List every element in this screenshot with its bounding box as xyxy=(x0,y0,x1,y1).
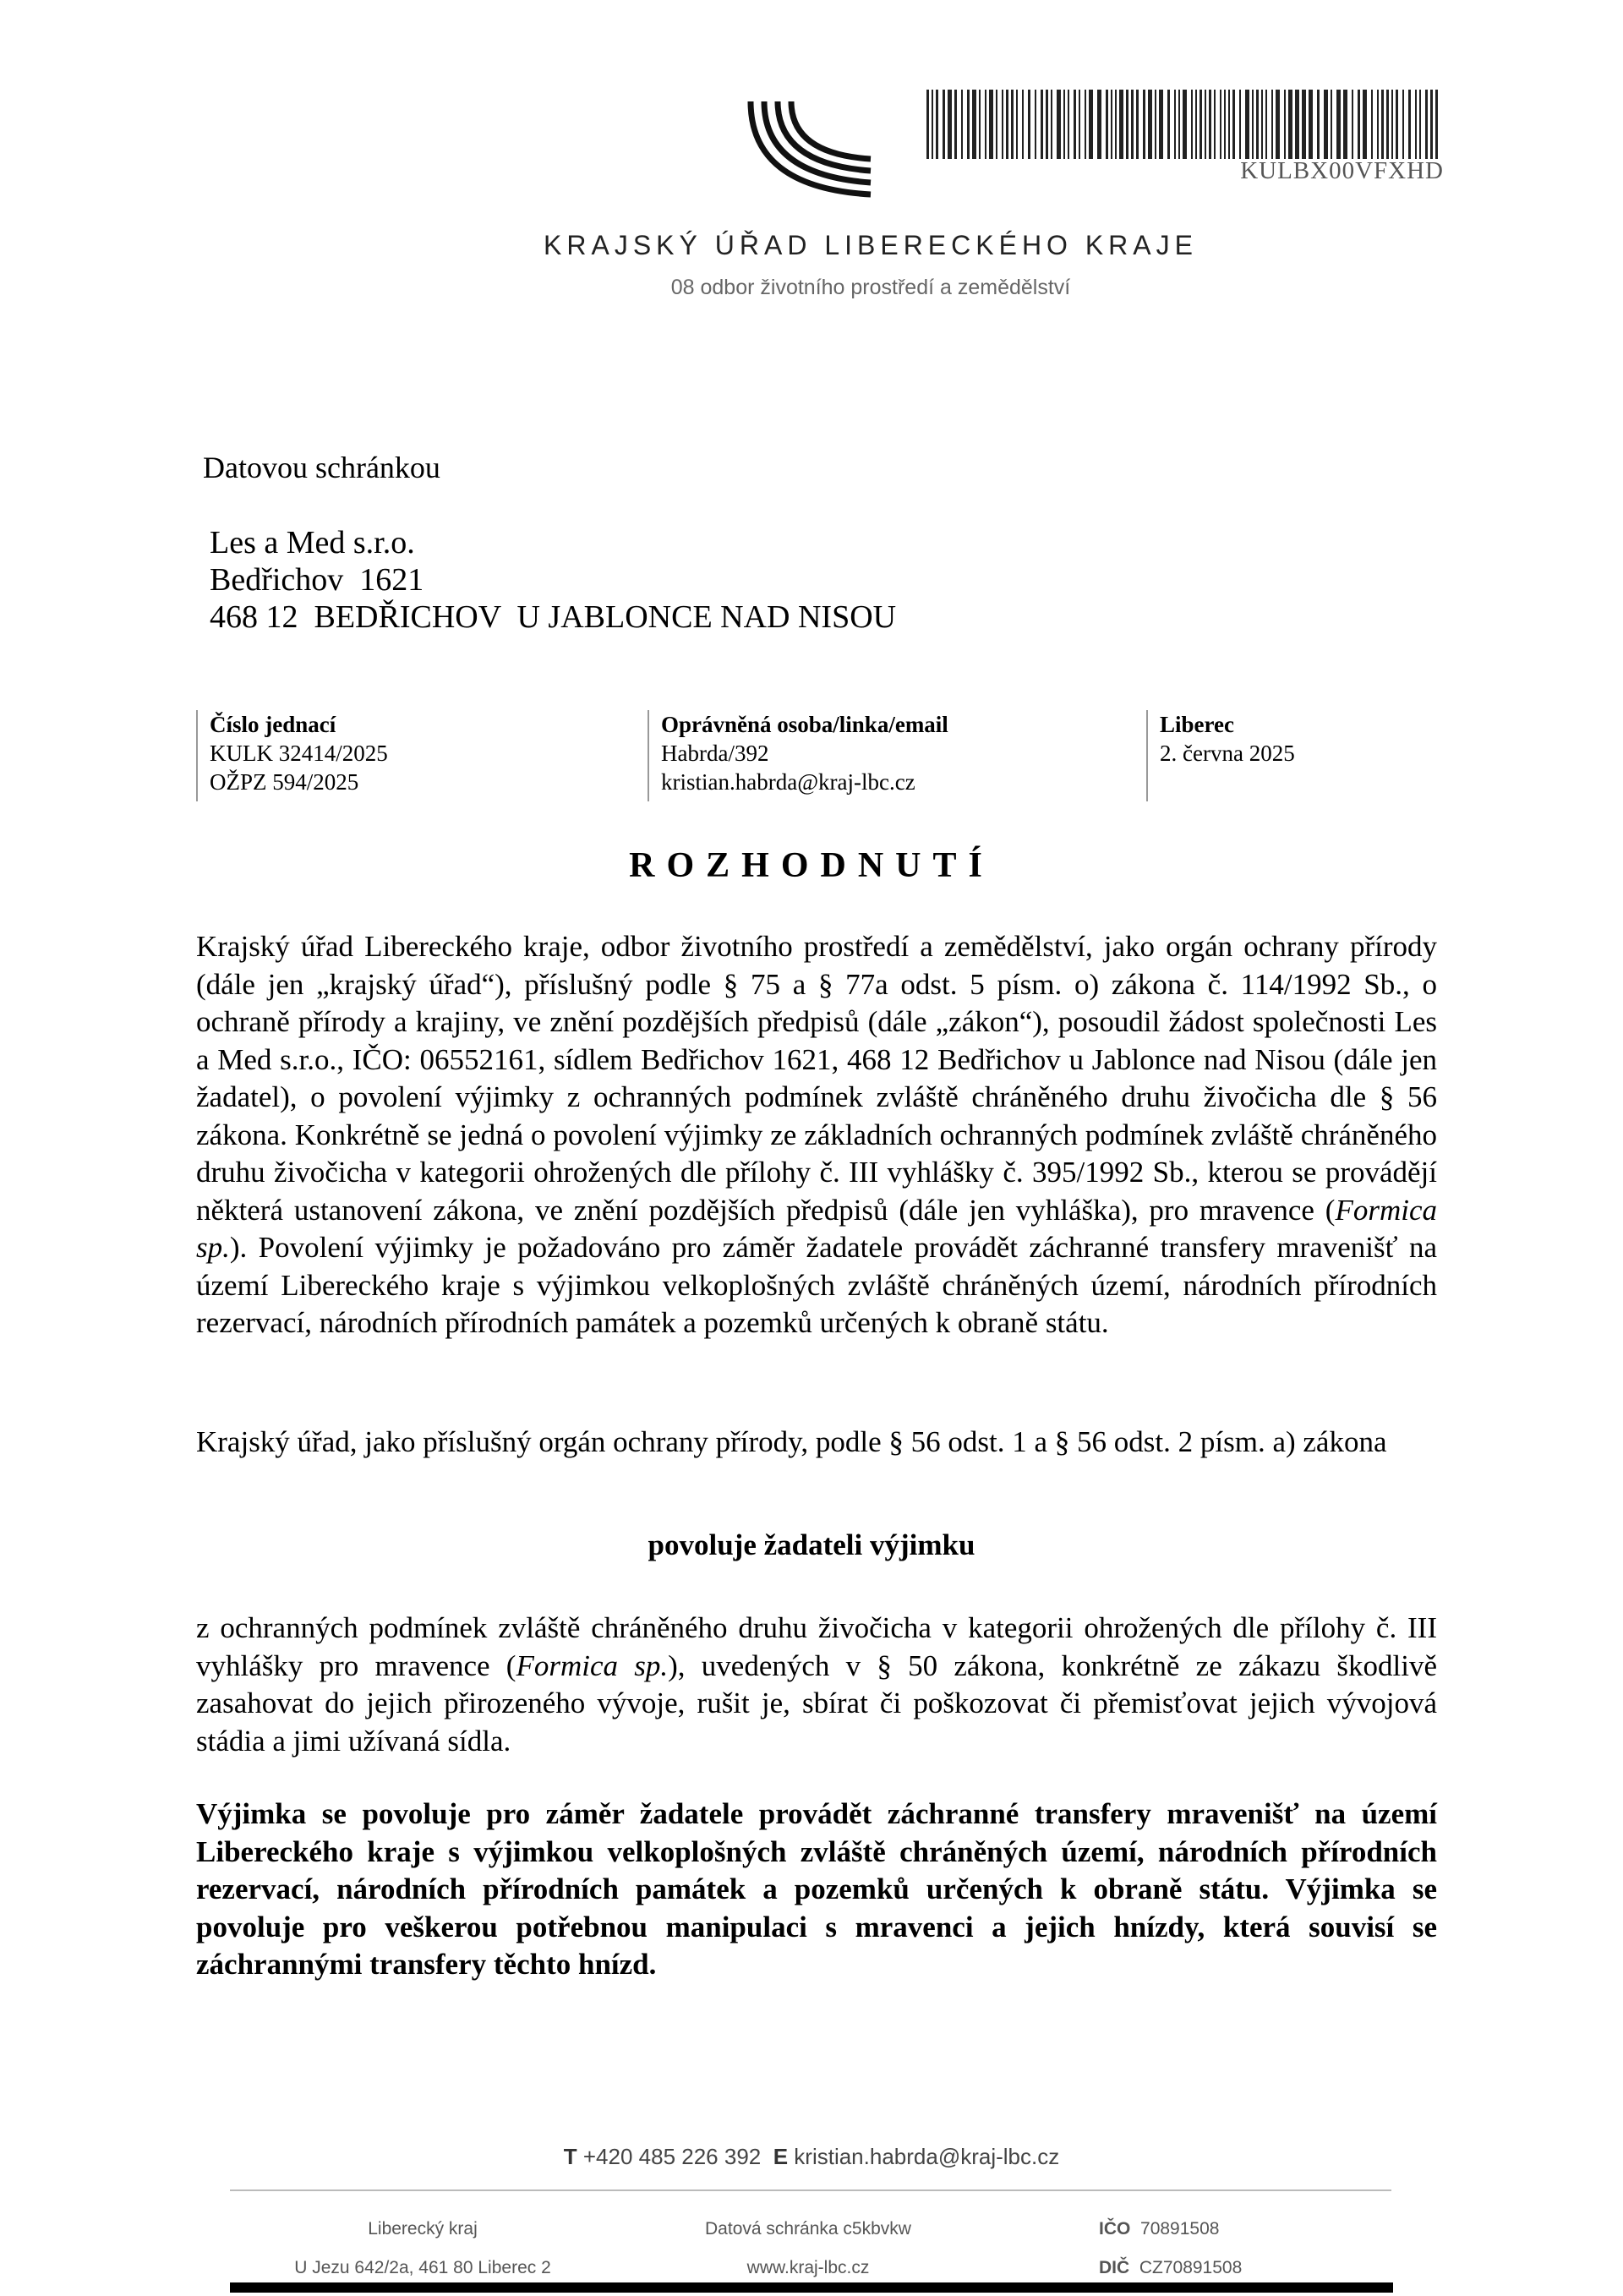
barcode-bar xyxy=(1302,90,1306,159)
reference-label: Číslo jednací xyxy=(210,712,336,737)
barcode-bar xyxy=(1205,90,1206,159)
barcode-bar xyxy=(1063,90,1065,159)
phone-label: T xyxy=(563,2144,577,2169)
barcode-bar xyxy=(1352,90,1353,159)
footer-region: Liberecký kraj xyxy=(368,2219,478,2239)
dic-label: DIČ xyxy=(1099,2258,1130,2277)
barcode-bar xyxy=(1377,90,1379,159)
barcode-bar xyxy=(1148,90,1152,159)
barcode-bar xyxy=(943,90,945,159)
place-label: Liberec xyxy=(1160,712,1234,737)
contact-email: kristian.habrda@kraj-lbc.cz xyxy=(661,769,915,795)
footer-dic: CZ70891508 xyxy=(1139,2258,1243,2277)
barcode-bar xyxy=(1228,90,1230,159)
paragraph-authority: Krajský úřad, jako příslušný orgán ochrany přírody, podle § 56 odst. 1 a § 56 odst. 2 písm. a) zákona xyxy=(196,1425,1387,1458)
recipient-name: Les a Med s.r.o. xyxy=(210,525,415,560)
footer-ids xyxy=(1099,2210,1352,2288)
barcode-bar xyxy=(1041,90,1043,159)
barcode-bar xyxy=(1106,90,1108,159)
barcode-bar xyxy=(1057,90,1061,159)
barcode-bar xyxy=(1191,90,1193,159)
barcode-bar xyxy=(1419,90,1421,159)
barcode-bar xyxy=(954,90,957,159)
contact-column xyxy=(648,710,1101,801)
barcode-bar xyxy=(936,90,938,159)
contact-label: Oprávněná osoba/linka/email xyxy=(661,712,948,737)
barcode-bar xyxy=(985,90,986,159)
footer-divider xyxy=(230,2189,1391,2191)
barcode-icon xyxy=(926,90,1444,159)
barcode-bar xyxy=(1224,90,1226,159)
barcode-bar xyxy=(1343,90,1347,159)
barcode-bar xyxy=(1016,90,1018,159)
kraj-logo-icon xyxy=(744,95,888,209)
footer-contact xyxy=(0,2144,1623,2170)
barcode-bar xyxy=(1119,90,1123,159)
barcode-bar xyxy=(1358,90,1360,159)
barcode-bar xyxy=(1396,90,1398,159)
reference-number: KULK 32414/2025 xyxy=(210,741,388,766)
recipient-city: 468 12 BEDŘICHOV U JABLONCE NAD NISOU xyxy=(210,599,897,635)
barcode-bar xyxy=(1159,90,1163,159)
footer-address xyxy=(270,2210,575,2288)
barcode-bar xyxy=(1097,90,1101,159)
footer-bar xyxy=(230,2282,1393,2293)
document-date: 2. června 2025 xyxy=(1160,741,1295,766)
barcode-bar xyxy=(1220,90,1221,159)
contact-person: Habrda/392 xyxy=(661,741,769,766)
barcode-bar xyxy=(1068,90,1069,159)
barcode-bar xyxy=(1143,90,1145,159)
footer-web xyxy=(673,2210,943,2288)
barcode-bar xyxy=(1183,90,1187,159)
barcode-number: KULBX00VFXHD xyxy=(1240,157,1444,184)
barcode-bar xyxy=(979,90,981,159)
species-name-2: Formica sp. xyxy=(516,1648,669,1682)
barcode-bar xyxy=(1381,90,1384,159)
paragraph-conditions-text-2: ), uvedených v § 50 zákona, konkrétně ze zákazu škodlivě zasahovat do jejich přirozeného vývoje, rušit je, sbírat či poškozovat či přemisťovat jejich vývojová stádia a jimi užívaná sídla. xyxy=(196,1648,1437,1758)
barcode-bar xyxy=(1435,90,1438,159)
barcode-bar xyxy=(1111,90,1112,159)
barcode-bar xyxy=(1363,90,1367,159)
barcode-bar xyxy=(1386,90,1389,159)
delivery-method: Datovou schránkou xyxy=(203,451,440,484)
barcode-bar xyxy=(1317,90,1320,159)
barcode-bar xyxy=(1245,90,1249,159)
barcode-bar xyxy=(1115,90,1117,159)
footer-databox: Datová schránka c5kbvkw xyxy=(705,2219,911,2239)
barcode-bar xyxy=(1051,90,1052,159)
barcode-bar xyxy=(932,90,933,159)
barcode-bar xyxy=(972,90,976,159)
document-title: ROZHODNUTÍ xyxy=(629,846,994,885)
barcode-bar xyxy=(1425,90,1428,159)
barcode-bar xyxy=(1199,90,1202,159)
paragraph-intro-text: Krajský úřad Libereckého kraje, odbor životního prostředí a zemědělství, jako orgán ochrany přírody (dále jen „krajský úřad“), příslušný podle § 75 a § 77a odst. 5 písm. o) zákona č. 114/1992 Sb., o ochraně přírody a krajiny, ve znění pozdějších předpisů (dále „zákon“), posoudil žádost společnosti Les a Med s.r.o., IČO: 06552161, sídlem Bedřichov 1621, 468 12 Bedřichov u Jablonce nad Nisou (dále jen žadatel), o povolení výjimky z ochranných podmínek zvláště chráněného druhu živočicha dle § 56 zákona. Konkrétně se jedná o povolení výjimky ze základních ochranných podmínek zvláště chráněného druhu živočicha v kategorii ohrožených dle přílohy č. III vyhlášky č. 395/1992 Sb., kterou se provádějí některá ustanovení zákona, ve znění pozdějších předpisů (dále jen vyhláška), pro mravence ( xyxy=(196,930,1437,1227)
footer-email: kristian.habrda@kraj-lbc.cz xyxy=(794,2144,1060,2169)
barcode-bar xyxy=(1214,90,1216,159)
paragraph-conditions xyxy=(196,1610,1437,1760)
barcode-bar xyxy=(1391,90,1393,159)
barcode-bar xyxy=(926,90,929,159)
barcode-bar xyxy=(1035,90,1036,159)
paragraph-intro-text-2: ). Povolení výjimky je požadováno pro záměr žadatele provádět záchranné transfery mravenišť na území Libereckého kraje s výjimkou velkoplošných zvláště chráněných území, národních přírodních rezervací, národních přírodních památek a pozemků určených k obraně státu. xyxy=(196,1231,1437,1339)
barcode-bar xyxy=(1408,90,1411,159)
barcode-bar xyxy=(1002,90,1003,159)
barcode-bar xyxy=(1256,90,1259,159)
email-label: E xyxy=(773,2144,789,2169)
barcode-bar xyxy=(1309,90,1313,159)
barcode-bar xyxy=(1089,90,1093,159)
barcode-bar xyxy=(1155,90,1156,159)
recipient-address xyxy=(210,524,896,636)
barcode-bar xyxy=(1232,90,1235,159)
barcode-bar xyxy=(1331,90,1332,159)
reference-number-2: OŽPZ 594/2025 xyxy=(210,769,359,795)
org-department: 08 odbor životního prostředí a zemědělství xyxy=(670,276,1071,299)
verdict: povoluje žadateli výjimku xyxy=(648,1528,975,1561)
barcode-bar xyxy=(1324,90,1328,159)
barcode-bar xyxy=(1085,90,1086,159)
barcode-bar xyxy=(1174,90,1176,159)
barcode-bar xyxy=(1271,90,1273,159)
barcode-bar xyxy=(1276,90,1280,159)
species-name: Formica sp. xyxy=(196,1193,1437,1264)
barcode-bar xyxy=(1295,90,1299,159)
footer-phone: +420 485 226 392 xyxy=(582,2144,762,2169)
paragraph-permission: Výjimka se povoluje pro záměr žadatele provádět záchranné transfery mravenišť na území Libereckého kraje s výjimkou velkoplošných zvláště chráněných území, národních přírodních rezervací, národních přírodních památek a pozemků určených k obraně státu. Výjimka se povoluje pro veškerou potřebnou manipulaci s mravenci a jejich hnízdy, která souvisí se záchrannými transfery těchto hnízd. xyxy=(196,1797,1437,1981)
footer-street: U Jezu 642/2a, 461 80 Liberec 2 xyxy=(294,2258,551,2277)
barcode-bar xyxy=(1136,90,1139,159)
barcode-bar xyxy=(1371,90,1373,159)
barcode-bar xyxy=(1402,90,1404,159)
barcode-bar xyxy=(989,90,993,159)
barcode-bar xyxy=(1288,90,1292,159)
barcode-bar xyxy=(1252,90,1254,159)
barcode-bar xyxy=(1046,90,1048,159)
barcode-bar xyxy=(1284,90,1286,159)
barcode-bar xyxy=(1028,90,1030,159)
barcode-bar xyxy=(1415,90,1417,159)
barcode-bar xyxy=(1195,90,1197,159)
barcode-bar xyxy=(961,90,963,159)
barcode-bar xyxy=(1006,90,1008,159)
footer-website: www.kraj-lbc.cz xyxy=(746,2258,870,2277)
barcode-bar xyxy=(1131,90,1134,159)
ico-label: IČO xyxy=(1099,2219,1131,2239)
footer-ico: 70891508 xyxy=(1140,2219,1220,2239)
barcode-bar xyxy=(967,90,970,159)
paragraph-intro xyxy=(196,928,1437,1342)
barcode-bar xyxy=(1126,90,1128,159)
recipient-street: Bedřichov 1621 xyxy=(210,562,424,598)
barcode-bar xyxy=(1430,90,1433,159)
barcode-bar xyxy=(996,90,997,159)
org-name: KRAJSKÝ ÚŘAD LIBERECKÉHO KRAJE xyxy=(544,230,1198,260)
reference-column xyxy=(196,710,573,801)
barcode-bar xyxy=(1261,90,1263,159)
paragraph-conditions-text: z ochranných podmínek zvláště chráněného druhu živočicha v kategorii ohrožených dle přílohy č. III vyhlášky pro mravence ( xyxy=(196,1611,1437,1682)
barcode-bar xyxy=(1239,90,1241,159)
barcode-bar xyxy=(948,90,952,159)
barcode-bar xyxy=(1265,90,1267,159)
barcode-bar xyxy=(1178,90,1180,159)
barcode-bar xyxy=(1167,90,1170,159)
barcode-bar xyxy=(1011,90,1014,159)
barcode-bar xyxy=(1022,90,1024,159)
date-column xyxy=(1146,710,1430,801)
barcode-bar xyxy=(1074,90,1076,159)
barcode-bar xyxy=(1336,90,1341,159)
barcode-bar xyxy=(1209,90,1211,159)
barcode-bar xyxy=(1079,90,1080,159)
